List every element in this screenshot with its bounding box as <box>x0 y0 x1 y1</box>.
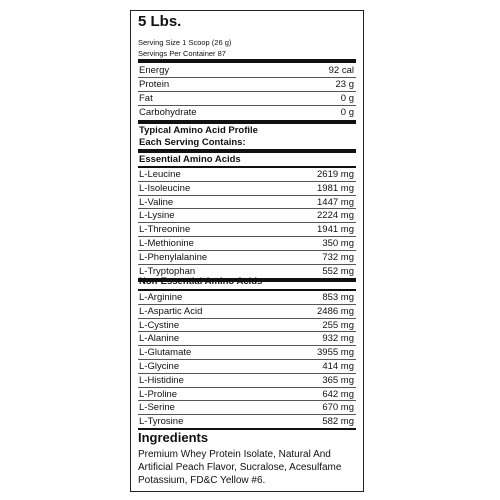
nutrient-value: 350 mg <box>322 238 354 249</box>
nutrient-row <box>138 415 356 429</box>
nutrient-name: L-Lysine <box>139 210 175 222</box>
nonessential-section-title: Non-Essential Amino Acids <box>139 276 263 287</box>
servings-per-container: Servings Per Container 87 <box>138 49 226 58</box>
nutrient-value: 2486 mg <box>317 305 354 317</box>
nutrient-value: 1447 mg <box>317 196 354 208</box>
nutrient-name: L-Alanine <box>139 333 180 345</box>
nutrient-value: 0 g <box>340 92 354 104</box>
nutrient-name: Fat <box>139 92 153 104</box>
nutrient-row <box>138 319 356 333</box>
nutrient-row <box>138 401 356 415</box>
nutrient-value: 365 mg <box>322 374 354 386</box>
divider-thick <box>138 59 356 63</box>
nutrient-row <box>138 237 356 251</box>
nutrient-name: L-Proline <box>139 388 178 400</box>
nutrient-name: L-Methionine <box>139 238 194 249</box>
nutrient-row <box>138 305 356 319</box>
nutrient-value: 3955 mg <box>317 347 354 359</box>
nutrient-row <box>138 332 356 346</box>
essential-section-title: Essential Amino Acids <box>139 154 241 165</box>
nutrient-row <box>138 209 356 223</box>
nutrient-value: 552 mg <box>322 265 354 277</box>
nutrient-name: L-Cystine <box>139 319 180 331</box>
ingredients-title: Ingredients <box>138 430 209 445</box>
nutrient-value: 1941 mg <box>317 224 354 236</box>
nutrient-name: L-Aspartic Acid <box>139 305 203 317</box>
nutrient-value: 92 cal <box>328 65 354 76</box>
nutrient-row <box>138 388 356 402</box>
nutrient-name: L-Histidine <box>139 374 184 386</box>
nutrient-row <box>138 360 356 374</box>
nutrient-row <box>138 64 356 78</box>
nutrient-value: 255 mg <box>322 319 354 331</box>
nutrient-value: 1981 mg <box>317 182 354 194</box>
nutrient-row <box>138 223 356 237</box>
nutrient-name: L-Valine <box>139 196 174 208</box>
nutrient-row <box>138 78 356 92</box>
nutrient-name: Carbohydrate <box>139 106 197 118</box>
nutrient-row <box>138 251 356 265</box>
nutrient-name: Protein <box>139 78 170 90</box>
nutrient-name: L-Phenylalanine <box>139 251 208 263</box>
nutrient-value: 23 g <box>335 78 354 90</box>
nutrient-value: 582 mg <box>322 416 354 428</box>
nutrient-row <box>138 92 356 106</box>
nutrient-row <box>138 374 356 388</box>
nutrient-row <box>138 346 356 360</box>
label-heading: 5 Lbs. <box>138 13 182 30</box>
nutrient-value: 853 mg <box>322 292 354 303</box>
nutrient-name: L-Glycine <box>139 361 180 372</box>
nutrient-name: L-Tryptophan <box>139 265 196 277</box>
profile-subtitle: Each Serving Contains: <box>139 137 246 148</box>
nutrient-value: 2224 mg <box>317 210 354 222</box>
divider-thick <box>138 149 356 153</box>
serving-size: Serving Size 1 Scoop (26 g) <box>138 38 232 47</box>
nutrient-row <box>138 291 356 305</box>
nutrient-row <box>138 106 356 120</box>
nutrient-value: 932 mg <box>322 333 354 345</box>
nutrient-name: L-Leucine <box>139 169 181 180</box>
profile-title: Typical Amino Acid Profile <box>139 125 258 136</box>
divider-thick <box>138 120 356 124</box>
nutrient-row <box>138 196 356 210</box>
nutrition-label <box>130 10 364 492</box>
nutrient-name: L-Tyrosine <box>139 416 184 428</box>
ingredients-text: Premium Whey Protein Isolate, Natural And Artificial Peach Flavor, Sucralose, Acesulfame Potassium, FD&C Yellow #6. <box>138 449 342 486</box>
nutrient-name: L-Isoleucine <box>139 182 191 194</box>
nutrient-row <box>138 168 356 182</box>
nutrient-value: 732 mg <box>322 251 354 263</box>
nutrient-name: L-Serine <box>139 402 175 414</box>
nutrient-value: 0 g <box>340 106 354 118</box>
nutrient-value: 642 mg <box>322 388 354 400</box>
nutrient-row <box>138 182 356 196</box>
nutrient-name: L-Threonine <box>139 224 191 236</box>
nutrient-name: L-Glutamate <box>139 347 192 359</box>
nutrient-name: L-Arginine <box>139 292 183 303</box>
nutrient-value: 414 mg <box>322 361 354 372</box>
nutrient-value: 670 mg <box>322 402 354 414</box>
nutrient-name: Energy <box>139 65 170 76</box>
nutrient-value: 2619 mg <box>317 169 354 180</box>
